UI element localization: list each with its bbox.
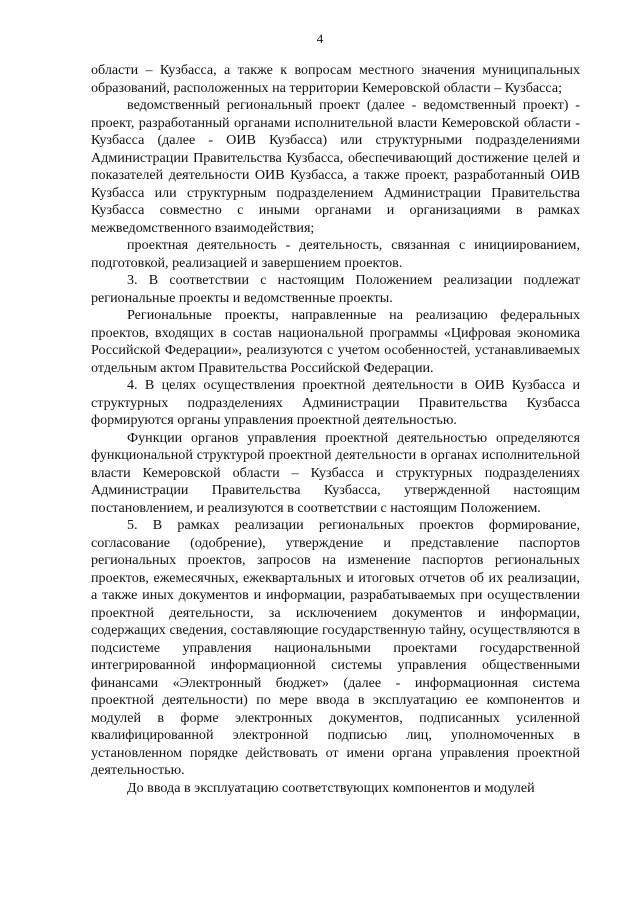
paragraph: До ввода в эксплуатацию соответствующих компонентов и модулей (127, 779, 535, 796)
page-number: 4 (316, 31, 324, 46)
paragraph: ведомственный региональный проект (далее - ведомственный проект) - проект, разработанный органами исполнительной власти Кемеровской области - Кузбасса (далее - ОИВ Кузбасса) или структурными подразделениями Администрации Правительства Кузбасса, обеспечивающий достижение целей и показателей деятельности ОИВ Кузбасса, а также проект, разработанный ОИВ Кузбасса или структурным подразделением Администрации Правительства Кузбасса совместно с иными органами и организациями в рамках межведомственного взаимодействия; (91, 97, 580, 236)
paragraph: проектная деятельность - деятельность, связанная с инициированием, подготовкой, реализацией и завершением проектов. (91, 237, 580, 271)
paragraph: Региональные проекты, направленные на реализацию федеральных проектов, входящих в состав национальной программы «Цифровая экономика Российской Федерации», реализуются с учетом особенностей, устанавливаемых отдельным актом Правительства Российской Федерации. (91, 307, 580, 376)
paragraph: 4. В целях осуществления проектной деятельности в ОИВ Кузбасса и структурных подразделениях Администрации Правительства Кузбасса формируются органы управления проектной деятельностью. (91, 377, 580, 428)
paragraph: 3. В соответствии с настоящим Положением реализации подлежат региональные проекты и ведомственные проекты. (91, 272, 580, 306)
document-body (91, 62, 580, 797)
paragraph: 5. В рамках реализации региональных проектов формирование, согласование (одобрение), утверждение и представление паспортов региональных проектов, запросов на изменение паспортов региональных проектов, ежемесячных, ежеквартальных и итоговых отчетов об их реализации, а также иных документов и информации, разрабатываемых при осуществлении проектной деятельности, за исключением документов и информации, содержащих сведения, составляющие государственную тайну, осуществляются в подсистеме управления национальными проектами государственной интегрированной информационной системы управления общественными финансами «Электронный бюджет» (далее - информационная система проектной деятельности) по мере ввода в эксплуатацию ее компонентов и модулей в форме электронных документов, подписанных усиленной квалифицированной электронной подписью лиц, уполномоченных в установленном порядке действовать от имени органа управления проектной деятельностью. (91, 517, 580, 778)
paragraph: Функции органов управления проектной деятельностью определяются функциональной структурой проектной деятельности в органах исполнительной власти Кемеровской области – Кузбасса и структурных подразделениях Администрации Правительства Кузбасса, утвержденной настоящим постановлением, и реализуются в соответствии с настоящим Положением. (91, 429, 580, 516)
paragraph: области – Кузбасса, а также к вопросам местного значения муниципальных образований, расположенных на территории Кемеровской области – Кузбасса; (91, 62, 580, 96)
